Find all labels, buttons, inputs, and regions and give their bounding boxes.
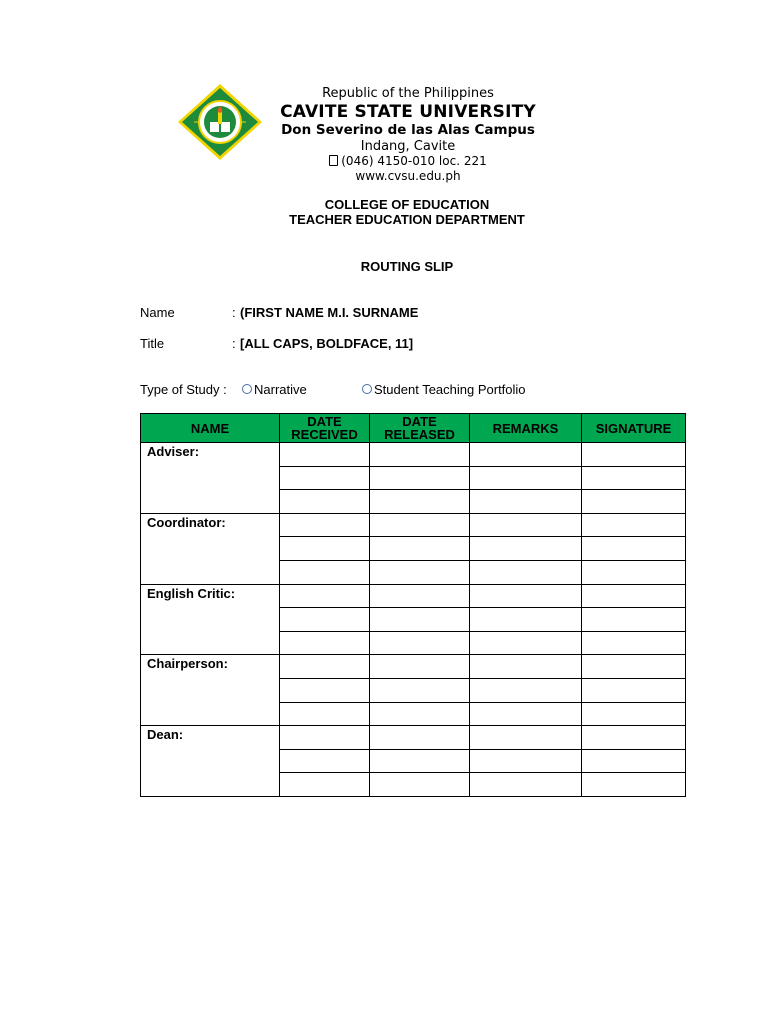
signature-cell[interactable] [582,749,686,773]
letterhead [176,80,596,184]
remarks-cell[interactable] [470,655,582,679]
signature-cell[interactable] [582,466,686,490]
date-received-cell[interactable] [280,584,370,608]
date-received-cell[interactable] [280,466,370,490]
university-seal-logo [176,82,264,162]
name-colon: : [232,305,236,320]
signature-cell[interactable] [582,513,686,537]
radio-icon[interactable] [242,384,252,394]
role-cell: English Critic: [141,584,280,655]
signature-cell[interactable] [582,631,686,655]
document-title: ROUTING SLIP [360,259,454,274]
date-released-cell[interactable] [370,702,470,726]
remarks-cell[interactable] [470,490,582,514]
phone-icon [329,155,338,166]
title-label: Title [140,336,165,351]
signature-cell[interactable] [582,773,686,797]
date-received-cell[interactable] [280,726,370,750]
radio-narrative-label: Narrative [254,382,307,397]
campus-name: Don Severino de las Alas Campus [281,122,535,138]
remarks-cell[interactable] [470,537,582,561]
university-name: CAVITE STATE UNIVERSITY [280,102,536,122]
table-row [141,513,686,537]
date-received-cell[interactable] [280,702,370,726]
table-row [141,443,686,467]
remarks-cell[interactable] [470,513,582,537]
signature-cell[interactable] [582,702,686,726]
title-field[interactable]: [ALL CAPS, BOLDFACE, 11] [240,336,414,351]
header-signature: SIGNATURE [582,414,686,443]
date-released-cell[interactable] [370,608,470,632]
remarks-cell[interactable] [470,608,582,632]
title-colon: : [232,336,236,351]
phone-number: (046) 4150-010 loc. 221 [341,154,487,168]
signature-cell[interactable] [582,584,686,608]
remarks-cell[interactable] [470,726,582,750]
town-line: Indang, Cavite [360,139,456,154]
date-received-cell[interactable] [280,560,370,584]
date-released-cell[interactable] [370,443,470,467]
date-received-cell[interactable] [280,631,370,655]
signature-cell[interactable] [582,726,686,750]
signature-cell[interactable] [582,608,686,632]
table-row [141,584,686,608]
department-name: TEACHER EDUCATION DEPARTMENT [289,212,525,227]
remarks-cell[interactable] [470,443,582,467]
remarks-cell[interactable] [470,749,582,773]
remarks-cell[interactable] [470,631,582,655]
date-released-cell[interactable] [370,466,470,490]
table-header-row [141,414,686,443]
name-label: Name [140,305,175,320]
table-row [141,655,686,679]
date-received-cell[interactable] [280,443,370,467]
remarks-cell[interactable] [470,560,582,584]
date-released-cell[interactable] [370,773,470,797]
date-released-cell[interactable] [370,726,470,750]
signature-cell[interactable] [582,655,686,679]
remarks-cell[interactable] [470,773,582,797]
header-name: NAME [141,414,280,443]
header-date-received: DATE RECEIVED [280,414,370,443]
routing-table [140,413,686,797]
date-received-cell[interactable] [280,490,370,514]
date-released-cell[interactable] [370,537,470,561]
signature-cell[interactable] [582,537,686,561]
date-received-cell[interactable] [280,678,370,702]
role-cell: Chairperson: [141,655,280,726]
date-received-cell[interactable] [280,513,370,537]
header-date-released: DATE RELEASED [370,414,470,443]
date-released-cell[interactable] [370,513,470,537]
radio-portfolio-label: Student Teaching Portfolio [374,382,526,397]
table-body [141,443,686,797]
signature-cell[interactable] [582,678,686,702]
study-type-label: Type of Study : [140,382,227,397]
date-received-cell[interactable] [280,608,370,632]
date-released-cell[interactable] [370,490,470,514]
remarks-cell[interactable] [470,466,582,490]
college-name: COLLEGE OF EDUCATION [324,197,490,212]
date-released-cell[interactable] [370,631,470,655]
signature-cell[interactable] [582,490,686,514]
date-released-cell[interactable] [370,655,470,679]
signature-cell[interactable] [582,443,686,467]
date-received-cell[interactable] [280,749,370,773]
remarks-cell[interactable] [470,702,582,726]
date-released-cell[interactable] [370,560,470,584]
phone-line [262,154,554,169]
website-line: www.cvsu.edu.ph [355,169,461,183]
role-cell: Coordinator: [141,513,280,584]
remarks-cell[interactable] [470,678,582,702]
table-row [141,726,686,750]
name-field[interactable]: (FIRST NAME M.I. SURNAME [240,305,419,320]
republic-line: Republic of the Philippines [322,86,494,101]
remarks-cell[interactable] [470,584,582,608]
role-cell: Dean: [141,726,280,797]
radio-icon[interactable] [362,384,372,394]
date-released-cell[interactable] [370,584,470,608]
date-released-cell[interactable] [370,749,470,773]
header-remarks: REMARKS [470,414,582,443]
date-received-cell[interactable] [280,655,370,679]
signature-cell[interactable] [582,560,686,584]
radio-student-teaching-portfolio[interactable] [362,382,526,397]
date-released-cell[interactable] [370,678,470,702]
radio-narrative[interactable] [242,382,307,397]
letterhead-text [262,86,554,184]
date-received-cell[interactable] [280,537,370,561]
date-received-cell[interactable] [280,773,370,797]
role-cell: Adviser: [141,443,280,514]
